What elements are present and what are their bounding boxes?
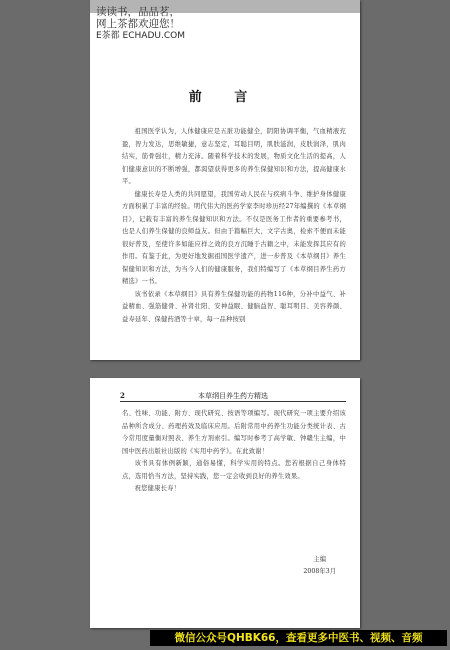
- preface-body: [122, 126, 346, 326]
- paragraph: 该书依录《本草纲目》具有养生保健功能的药物116种，分补中益气、补益精血、强筋健骨、补肾壮阳、安神益眠、健脑益智、聪耳明目、美容养颜、益寿延年、保健药酒等十章，每一品种按别: [122, 290, 346, 323]
- paragraph: 祝您健康长寿！: [134, 485, 181, 492]
- preface-title: 前 言: [188, 90, 262, 105]
- watermark-line-2: 网上茶都欢迎您！: [96, 18, 180, 30]
- promo-banner[interactable]: 微信公众号QHBK66，查看更多中医书、视频、音频: [150, 630, 447, 646]
- signature-date: 2008年3月: [303, 568, 336, 575]
- document-page-1: [90, 0, 360, 360]
- paragraph: 健康长寿是人类的共同愿望，我国劳动人民在与疾病斗争、维护身体健康方面积累了丰富的经验。明代伟大的医药学家李时珍历经27年编撰的《本草纲目》，记载有丰富的养生保健知识和方法。不仅是医务工作者的重要参考书，也是人们养生保健的良师益友。但由于篇幅巨大，文字古奥，检索不便而未能很好普及，至使许多如能应样之效的良方沉睡于古籍之中，未能发挥其应有的作用。有鉴于此，为更好地发掘祖国医学遗产，进一步普及《本草纲目》养生保健知识和方法，为当今人们的健康服务，我们特编写了《本草纲目养生药方精选》一书。: [122, 190, 346, 285]
- document-page-2: [90, 378, 360, 628]
- watermark-text: [96, 6, 185, 42]
- paragraph: 祖国医学认为，人体健康应是五脏功能健全，阴阳协调平衡，气血精液充盈，智力发达，思维敏捷，意志坚定，耳聪目明，肌肤滋润，皮肤润泽，肌肉结实，筋骨强壮，精力充沛。随着科学技术的发展，物质文化生活的提高，人们健康意识的不断增强，都渴望获得更多的养生保健知识和方法，提高健康水平。: [122, 128, 346, 185]
- paragraph: 该书具有体例新颖，通俗易懂，科学实用的特点。您若根据自己身体特点，选用恰当方法，坚持实践，您一定会收到良好的养生效果。: [122, 460, 346, 480]
- page-number: 2: [120, 391, 125, 400]
- paragraph: 名、性味、功能、附方、现代研究、按语等项编写。现代研究一项主要介绍该品种所含成分、药理药效及临床应用。后附常用中药养生功能分类统计表、古今常用度量衡对照表、养生方剂索引。编写时参考了高学敏、钟赣生主编，中国中医药出版社出版的《实用中药学》。在此致谢！: [122, 410, 346, 455]
- signer: 主编: [313, 556, 326, 563]
- running-header: [120, 391, 346, 402]
- watermark-line-3: E茶都 ECHADU.COM: [96, 31, 185, 41]
- watermark-line-1: 读读书，品品茗，: [96, 6, 180, 18]
- preface-body-continued: [122, 408, 346, 496]
- book-title: 本草纲目养生药方精选: [198, 392, 268, 400]
